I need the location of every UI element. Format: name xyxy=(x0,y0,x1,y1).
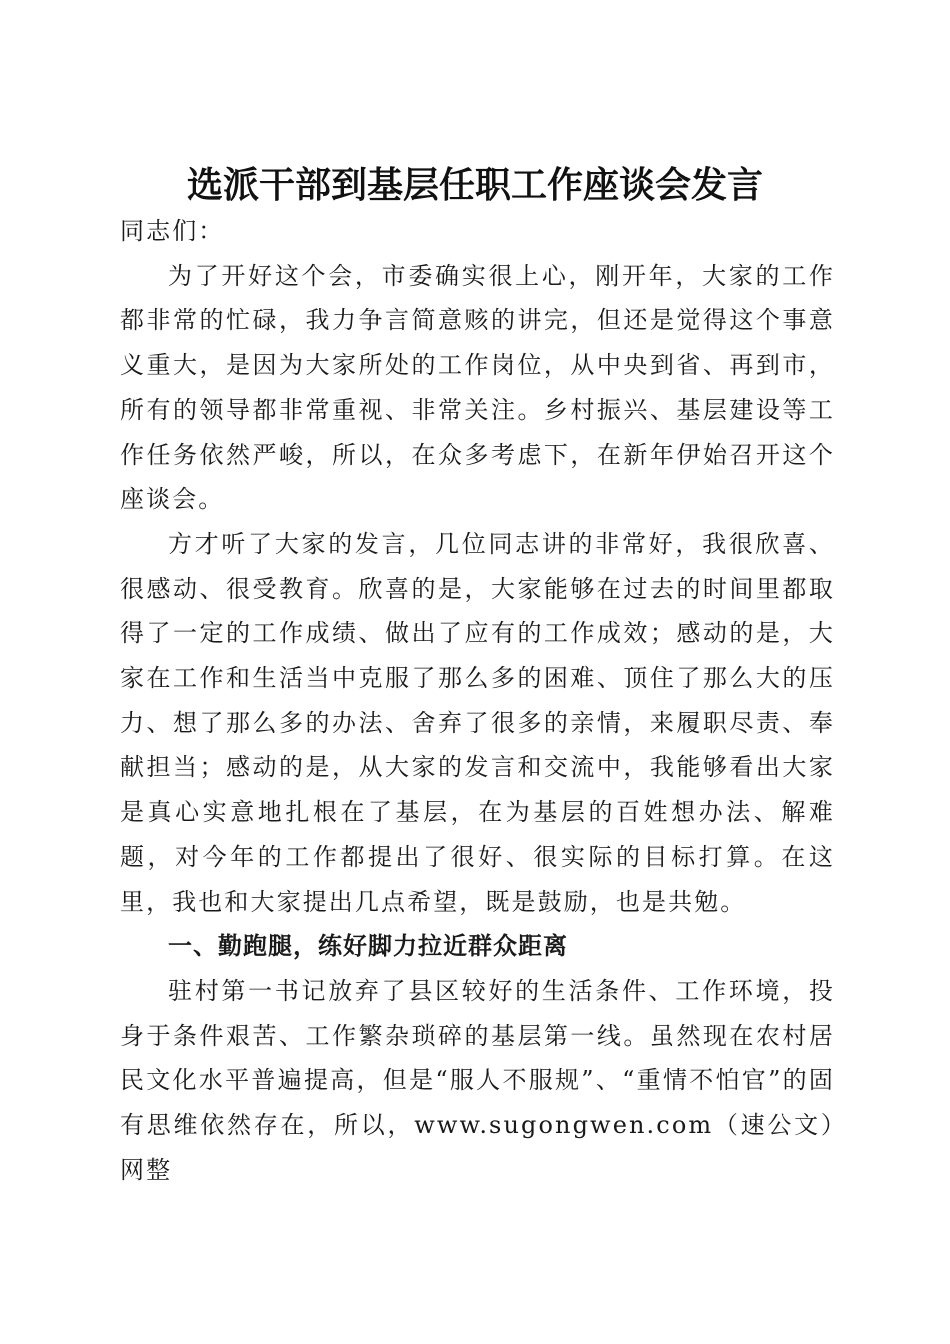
document-body xyxy=(120,209,835,1192)
document-title: 选派干部到基层任职工作座谈会发言 xyxy=(186,164,763,207)
section-heading: 一、勤跑腿，练好脚力拉近群众距离 xyxy=(168,932,568,961)
salutation: 同志们： xyxy=(120,217,225,245)
section-paragraph: 驻村第一书记放弃了县区较好的生活条件、工作环境，投身于条件艰苦、工作繁杂琐碎的基层第一线。虽然现在农村居民文化水平普遍提高，但是“服人不服规”、“重情不怕官”的固有思维依然存在，所以，www.sugongwen.com（速公文）网整 xyxy=(120,976,835,1184)
paragraph-feedback: 方才听了大家的发言，几位同志讲的非常好，我很欣喜、很感动、很受教育。欣喜的是，大家能够在过去的时间里都取得了一定的工作成绩、做出了应有的工作成效；感动的是，大家在工作和生活当中克服了那么多的困难、顶住了那么大的压力、想了那么多的办法、舍弃了很多的亲情，来履职尽责、奉献担当；感动的是，从大家的发言和交流中，我能够看出大家是真心实意地扎根在了基层，在为基层的百姓想办法、解难题，对今年的工作都提出了很好、很实际的目标打算。在这里，我也和大家提出几点希望，既是鼓励，也是共勉。 xyxy=(120,529,835,916)
paragraph-opening: 为了开好这个会，市委确实很上心，刚开年，大家的工作都非常的忙碌，我力争言简意赅的讲完，但还是觉得这个事意义重大，是因为大家所处的工作岗位，从中央到省、再到市，所有的领导都非常重视、非常关注。乡村振兴、基层建设等工作任务依然严峻，所以，在众多考虑下，在新年伊始召开这个座谈会。 xyxy=(120,261,835,514)
